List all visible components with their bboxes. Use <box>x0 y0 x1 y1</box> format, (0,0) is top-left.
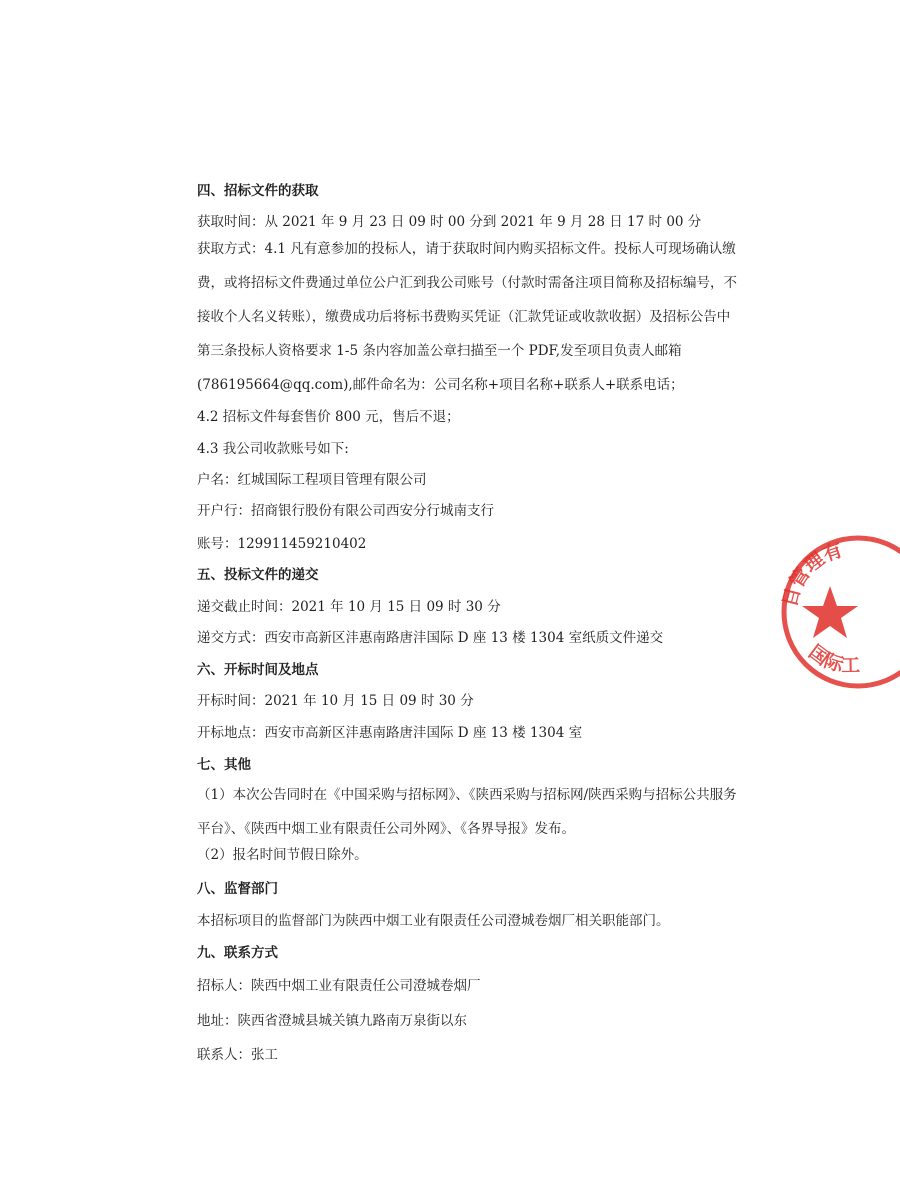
seal-text-top: 目管理有 <box>778 539 846 610</box>
seal-icon <box>768 526 900 696</box>
section-9-heading: 九、联系方式 <box>197 945 278 961</box>
section-8-heading: 八、监督部门 <box>197 881 278 897</box>
account-name: 户名：红城国际工程项目管理有限公司 <box>197 472 427 488</box>
account-number: 账号：129911459210402 <box>197 536 367 552</box>
section-4-heading: 四、招标文件的获取 <box>197 183 319 199</box>
svg-text:目管理有 <box>779 538 846 609</box>
acquisition-method: 获取方式：4.1 凡有意参加的投标人，请于获取时间内购买招标文件。投标人可现场确认缴费，或将招标文件费通过单位公户汇到我公司账号（付款时需备注项目简称及招标编号，不接收个人名义转账），缴费成功后将标书费购买凭证（汇款凭证或收款收据）及招标公告中第三条投标人资格要求 1-5 条内容加盖公章扫描至一个 PDF,发至项目负责人邮箱(786195664@qq.com),邮件命名为：公司名称+项目名称+联系人+联系电话； <box>197 241 737 393</box>
document-price: 4.2 招标文件每套售价 800 元，售后不退； <box>197 409 460 425</box>
other-item-2: （2）报名时间节假日除外。 <box>197 847 368 863</box>
account-intro: 4.3 我公司收款账号如下: <box>197 441 349 457</box>
seal-star-icon <box>802 586 858 638</box>
acquisition-time: 获取时间：从 2021 年 9 月 23 日 09 时 00 分到 2021 年 9 月 28 日 17 时 00 分 <box>197 214 702 230</box>
section-6-heading: 六、开标时间及地点 <box>197 662 319 678</box>
section-7-heading: 七、其他 <box>197 757 251 773</box>
supervision-text: 本招标项目的监督部门为陕西中烟工业有限责任公司澄城卷烟厂相关职能部门。 <box>197 913 670 929</box>
submission-deadline: 递交截止时间：2021 年 10 月 15 日 09 时 30 分 <box>197 599 501 615</box>
tenderer: 招标人：陕西中烟工业有限责任公司澄城卷烟厂 <box>197 978 481 994</box>
contact-person: 联系人：张工 <box>197 1047 278 1063</box>
bank-name: 开户行：招商银行股份有限公司西安分行城南支行 <box>197 503 494 519</box>
section-5-heading: 五、投标文件的递交 <box>197 567 319 583</box>
opening-place: 开标地点：西安市高新区沣惠南路唐沣国际 D 座 13 楼 1304 室 <box>197 725 583 741</box>
address: 地址：陕西省澄城县城关镇九路南万泉街以东 <box>197 1013 467 1029</box>
company-seal <box>768 526 900 696</box>
submission-method: 递交方式：西安市高新区沣惠南路唐沣国际 D 座 13 楼 1304 室纸质文件递交 <box>197 630 664 646</box>
opening-time: 开标时间：2021 年 10 月 15 日 09 时 30 分 <box>197 693 474 709</box>
other-item-1: （1）本次公告同时在《中国采购与招标网》、《陕西采购与招标网/陕西采购与招标公共服务平台》、《陕西中烟工业有限责任公司外网》、《各界导报》发布。 <box>197 787 737 837</box>
seal-text-bottom: 国际工 <box>804 640 861 677</box>
